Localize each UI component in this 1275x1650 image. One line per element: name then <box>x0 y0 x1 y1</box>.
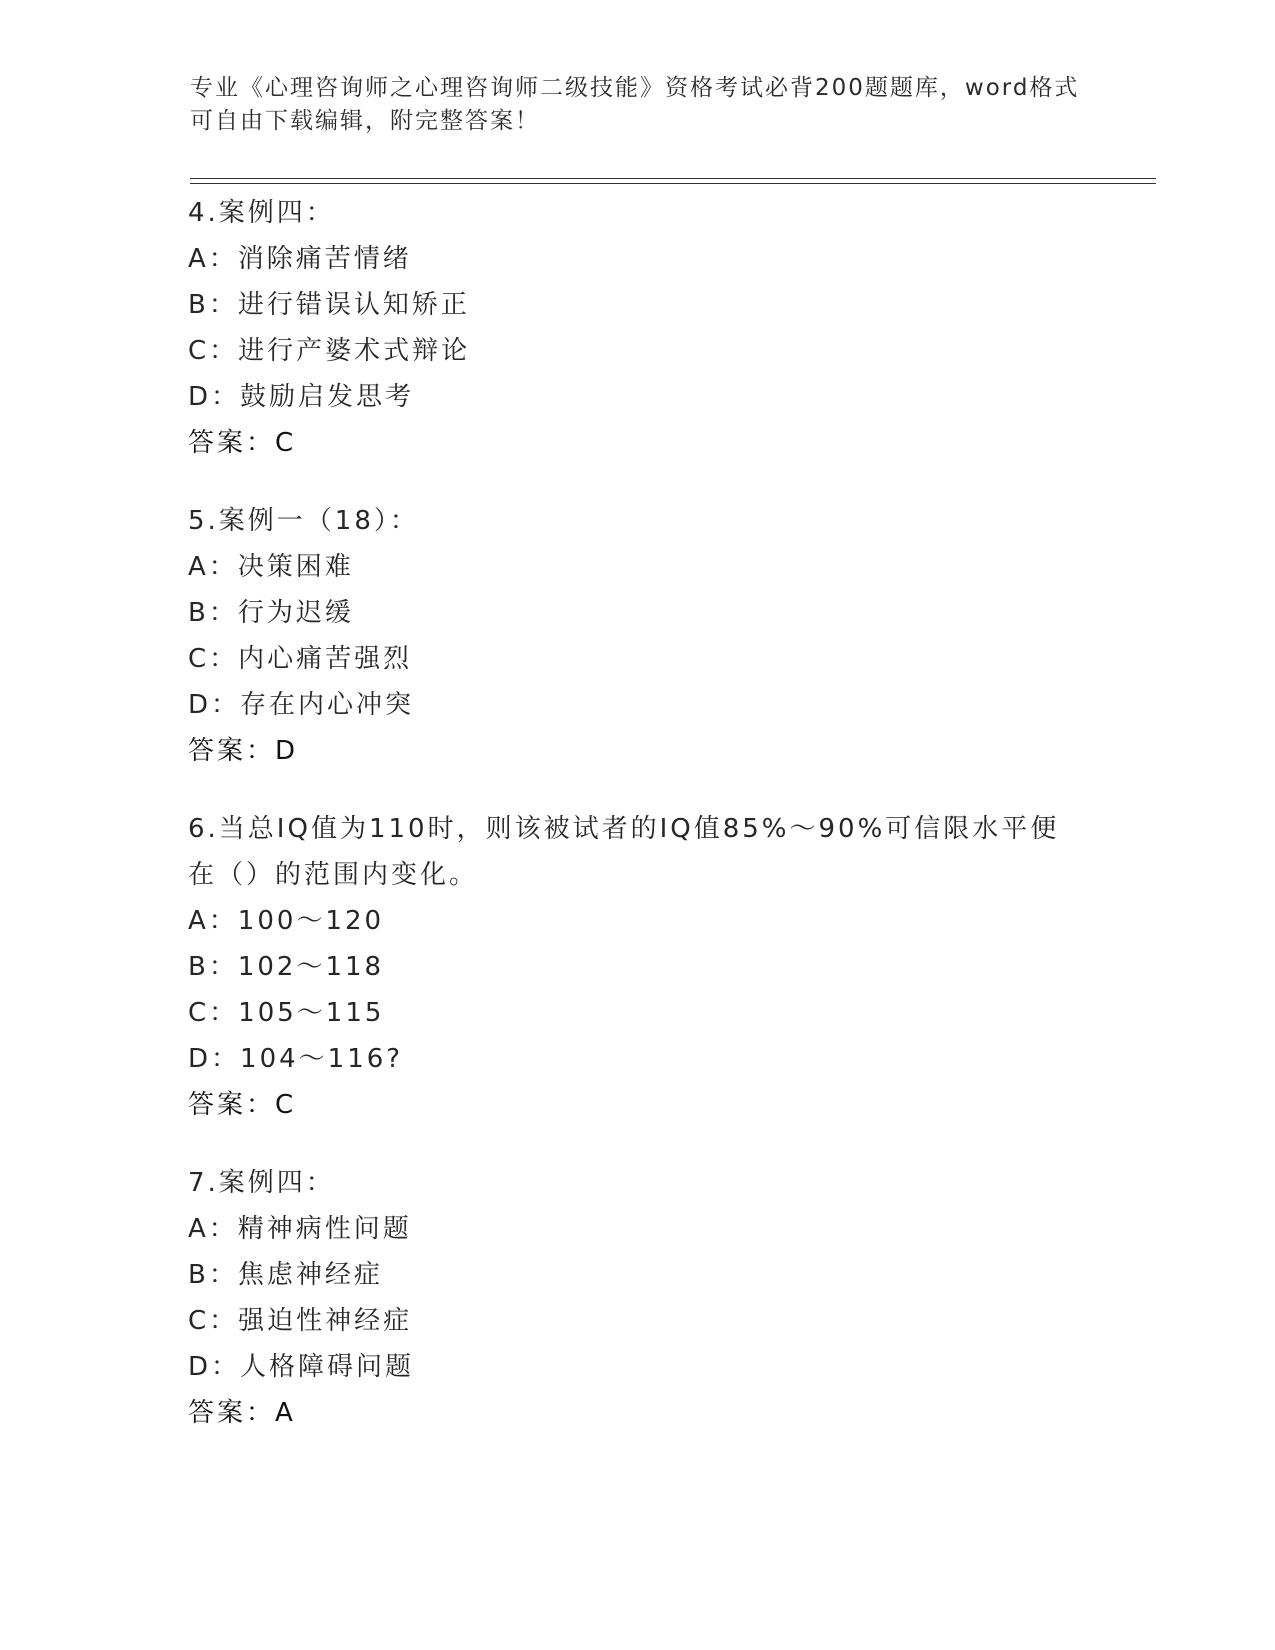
answer: 答案：A <box>188 1398 296 1428</box>
question-list <box>188 190 1088 1468</box>
option-d: D：鼓励启发思考 <box>188 382 415 412</box>
option-d: D：存在内心冲突 <box>188 690 415 720</box>
answer: 答案：D <box>188 736 299 766</box>
question-stem: 4.案例四： <box>188 198 335 228</box>
answer: 答案：C <box>188 428 297 458</box>
question-stem-line-2: 在（）的范围内变化。 <box>188 860 479 890</box>
header-divider-bottom <box>190 183 1156 184</box>
question-6 <box>188 806 1088 1128</box>
header-divider-top <box>190 178 1156 179</box>
option-a: A：消除痛苦情绪 <box>188 244 412 274</box>
question-4 <box>188 190 1088 466</box>
header-line-2: 可自由下载编辑，附完整答案！ <box>190 108 540 134</box>
option-c: C：强迫性神经症 <box>188 1306 413 1336</box>
option-c: C：内心痛苦强烈 <box>188 644 413 674</box>
question-stem: 7.案例四： <box>188 1168 335 1198</box>
option-d: D：104～116? <box>188 1044 404 1074</box>
option-a: A：精神病性问题 <box>188 1214 412 1244</box>
option-a: A：决策困难 <box>188 552 354 582</box>
answer: 答案：C <box>188 1090 297 1120</box>
option-b: B：102～118 <box>188 952 385 982</box>
option-b: B：行为迟缓 <box>188 598 354 628</box>
option-c: C：进行产婆术式辩论 <box>188 336 471 366</box>
option-b: B：进行错误认知矫正 <box>188 290 470 320</box>
question-5 <box>188 498 1088 774</box>
header-line-1: 专业《心理咨询师之心理咨询师二级技能》资格考试必背200题题库，word格式 <box>190 75 1080 101</box>
question-stem-line-1: 6.当总IQ值为110时，则该被试者的IQ值85%～90%可信限水平便 <box>188 814 1060 844</box>
document-header <box>190 72 1090 138</box>
option-c: C：105～115 <box>188 998 385 1028</box>
option-a: A：100～120 <box>188 906 385 936</box>
question-stem: 5.案例一（18）： <box>188 506 419 536</box>
question-7 <box>188 1160 1088 1436</box>
option-b: B：焦虑神经症 <box>188 1260 383 1290</box>
option-d: D：人格障碍问题 <box>188 1352 415 1382</box>
